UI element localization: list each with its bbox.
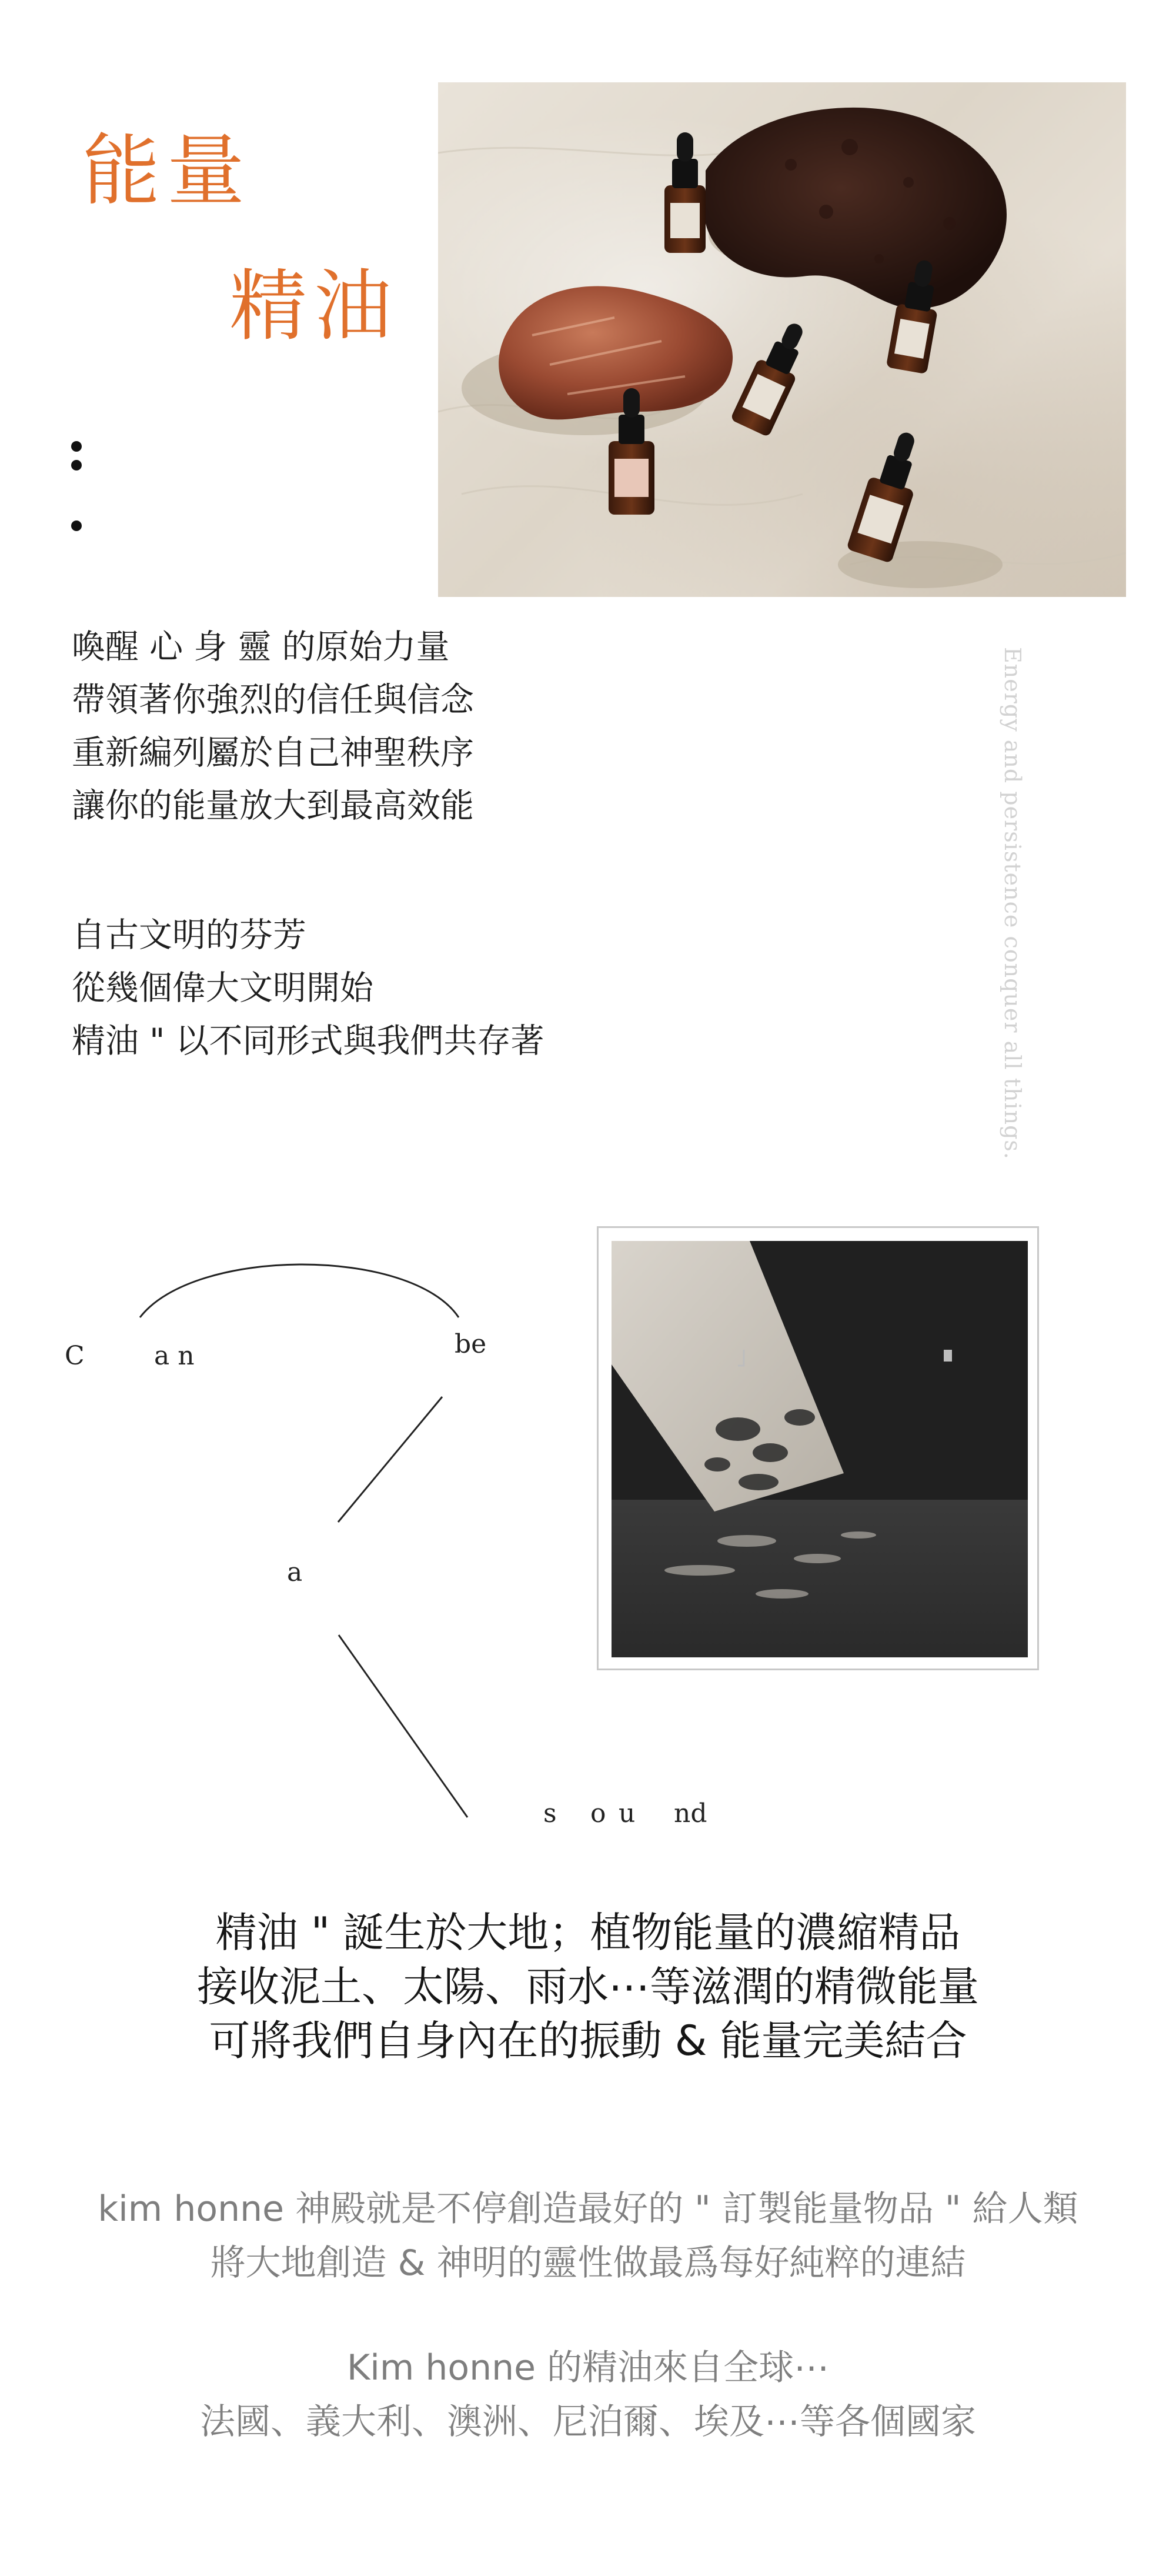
- scatter-lines: [0, 1223, 588, 1841]
- history-paragraph: [72, 909, 544, 1067]
- intro-line: 帶領著你強烈的信任與信念: [72, 680, 474, 719]
- word-nd: nd: [674, 1798, 707, 1828]
- bottle-3: [730, 315, 817, 437]
- brand-line: 將大地創造 & 神明的靈性做最爲每好純粹的連結: [210, 2243, 966, 2284]
- history-line: 從幾個偉大文明開始: [72, 969, 373, 1007]
- intro-line: 喚醒 心 身 靈 的原始力量: [72, 628, 450, 666]
- hero-product-photo: [438, 82, 1126, 597]
- hero-photo-illustration: [438, 82, 1126, 597]
- statement-line: 接收泥土、太陽、雨水⋯等滋潤的精微能量: [197, 1963, 979, 2011]
- brand-line: kim honne 神殿就是不停創造最好的 " 訂製能量物品 " 給人類: [98, 2188, 1078, 2230]
- word-c: C: [65, 1341, 85, 1371]
- framed-shadow-photo: [597, 1226, 1039, 1670]
- word-a: a: [287, 1557, 303, 1587]
- word-u: u: [619, 1798, 636, 1828]
- origin-line: Kim honne 的精油來自全球⋯: [346, 2347, 830, 2388]
- statement-line: 可將我們自身內在的振動 & 能量完美結合: [209, 2017, 967, 2065]
- origin-description: [0, 2341, 1176, 2449]
- word-s: s: [543, 1798, 557, 1828]
- colon-dot-lower: [71, 520, 82, 531]
- shadow-photo-illustration: [612, 1241, 1028, 1657]
- word-o: o: [590, 1798, 606, 1828]
- statement-line: 精油 " 誕生於大地；植物能量的濃縮精品: [215, 1908, 961, 1957]
- statement-block: [0, 1906, 1176, 2068]
- colon-dot-top: [71, 441, 82, 452]
- shadow-photo: [612, 1241, 1028, 1657]
- bottle-1: [664, 132, 706, 253]
- vertical-quote: Energy and persistence conquer all things.: [1000, 647, 1025, 1160]
- intro-line: 重新編列屬於自己神聖秩序: [72, 733, 474, 772]
- title-line-1: 能量: [82, 126, 252, 216]
- intro-line: 讓你的能量放大到最高效能: [72, 786, 474, 825]
- history-line: 自古文明的芬芳: [72, 916, 306, 955]
- word-an: an: [154, 1341, 203, 1371]
- title-line-2: 精油: [229, 261, 399, 352]
- intro-paragraph: [72, 620, 474, 832]
- origin-line: 法國、義大利、澳洲、尼泊爾、埃及⋯等各個國家: [200, 2401, 976, 2442]
- brand-description: [0, 2182, 1176, 2290]
- history-line: 精油 " 以不同形式與我們共存著: [72, 1022, 544, 1060]
- word-be: be: [455, 1329, 487, 1359]
- colon-dot-upper: [71, 460, 82, 471]
